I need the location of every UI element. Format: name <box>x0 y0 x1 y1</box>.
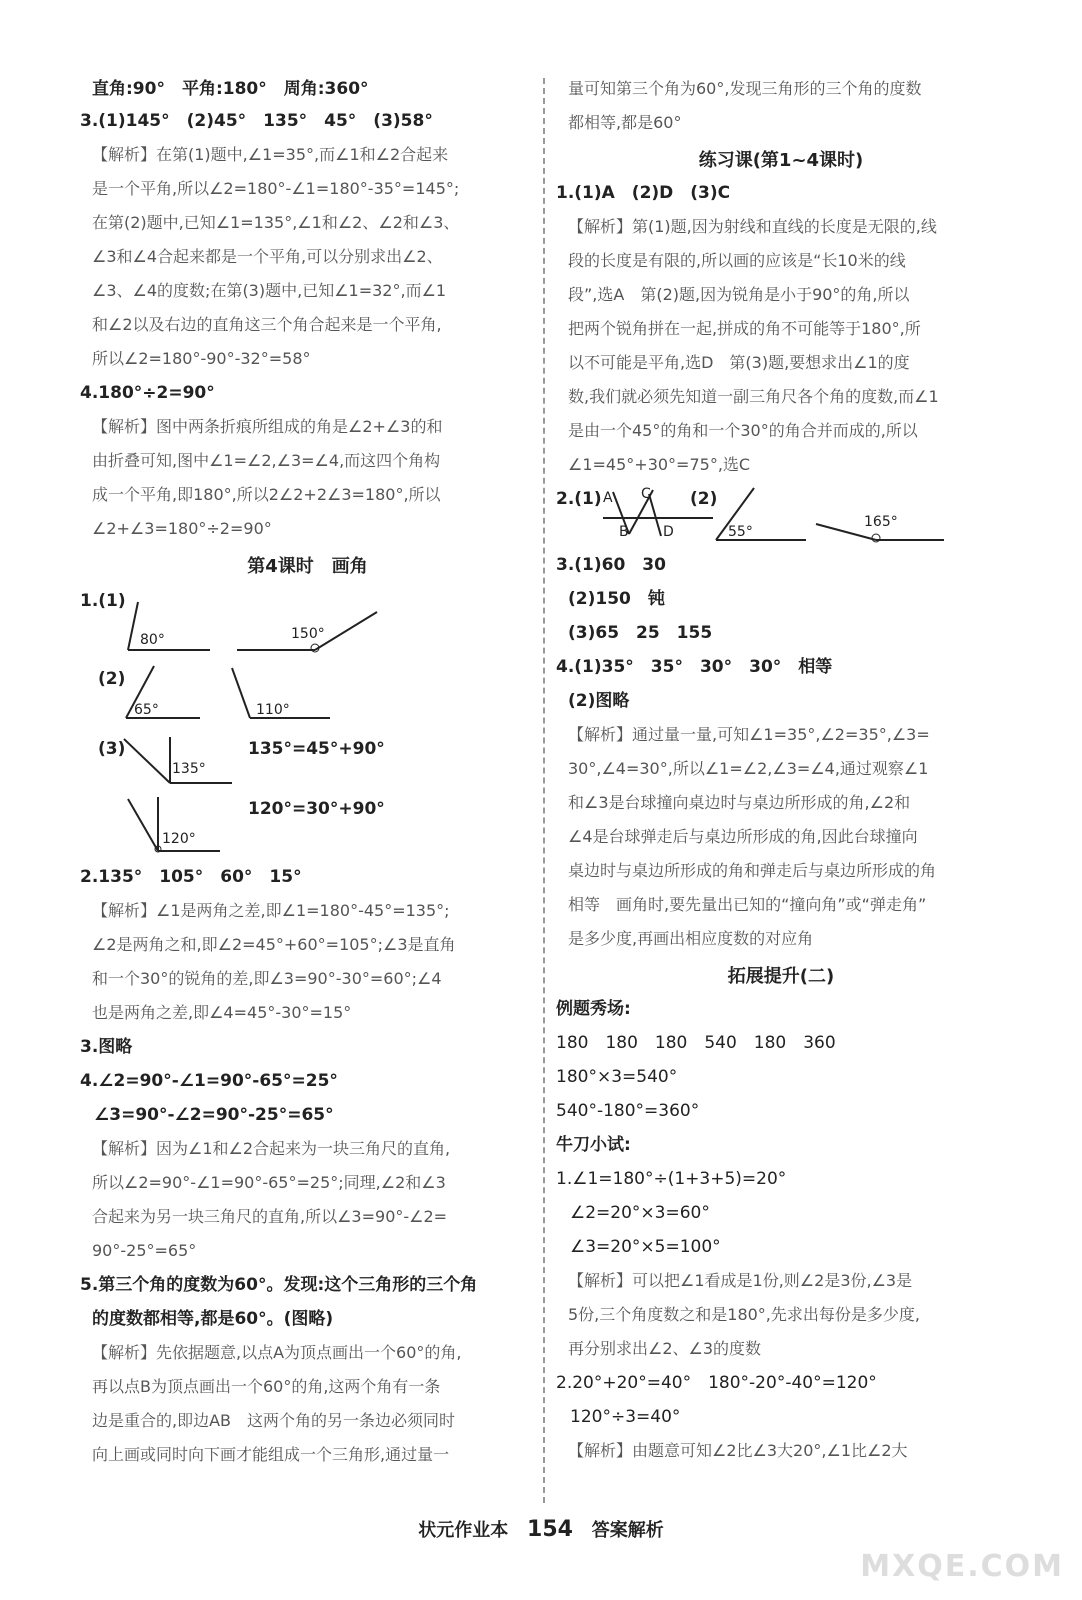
equation: 120°=30°+90° <box>248 799 385 819</box>
angle-label: 165° <box>864 514 898 530</box>
q3-line3: (3)65 25 155 <box>568 623 713 643</box>
angle-label: 150° <box>291 626 325 642</box>
explanation-line: 90°-25°=65° <box>92 1241 197 1260</box>
angle-label: 135° <box>172 761 206 777</box>
point-label: A <box>603 490 613 506</box>
explanation-line: 数,我们就必须先知道一副三角尺各个角的度数,而∠1 <box>568 387 939 406</box>
explanation-line: 【解析】可以把∠1看成是1份,则∠2是3份,∠3是 <box>568 1271 913 1290</box>
explanation-line: 和一个30°的锐角的差,即∠3=90°-30°=60°;∠4 <box>92 969 442 988</box>
p3-label: (3) <box>98 739 126 759</box>
q4b-line1: 4.∠2=90°-∠1=90°-65°=25° <box>80 1071 338 1091</box>
explanation-line: 所以∠2=180°-90°-32°=58° <box>92 349 311 368</box>
example-line: 180 180 180 540 180 360 <box>556 1033 836 1053</box>
explanation-line: 【解析】∠1是两角之差,即∠1=180°-45°=135°; <box>92 901 450 920</box>
lesson4-title: 第4课时 画角 <box>247 556 368 577</box>
explanation-line: 以不可能是平角,选D 第(3)题,要想求出∠1的度 <box>568 353 910 372</box>
practice-title: 练习课(第1~4课时) <box>698 150 864 171</box>
watermark: MXQE.COM <box>860 1549 1064 1584</box>
q2-answer: 2.135° 105° 60° 15° <box>80 867 302 887</box>
explanation-line: 桌边时与桌边所形成的角和弹走后与桌边所形成的角 <box>568 861 937 880</box>
angle-135-figure <box>120 735 240 787</box>
angle-definitions: 直角:90° 平角:180° 周角:360° <box>92 79 369 99</box>
p2-label: (2) <box>98 669 126 689</box>
explanation-line: ∠4是台球弹走后与桌边所形成的角,因此台球撞向 <box>568 827 918 846</box>
explanation-line: 也是两角之差,即∠4=45°-30°=15° <box>92 1003 352 1022</box>
q2-label: 2.(1) <box>556 489 602 509</box>
explanation-line: 是多少度,再画出相应度数的对应角 <box>568 929 814 948</box>
explanation-line: 【解析】第(1)题,因为射线和直线的长度是无限的,线 <box>568 217 937 236</box>
trial-line: ∠3=20°×5=100° <box>570 1237 721 1257</box>
explanation-line: 向上画或同时向下画才能组成一个三角形,通过量一 <box>92 1445 450 1464</box>
explanation-line: 在第(2)题中,已知∠1=135°,∠1和∠2、∠2和∠3、 <box>92 213 460 232</box>
explanation-line: 5份,三个角度数之和是180°,先求出每份是多少度, <box>568 1305 920 1324</box>
explanation-line: 【解析】图中两条折痕所组成的角是∠2+∠3的和 <box>92 417 443 436</box>
explanation-line: 成一个平角,即180°,所以2∠2+2∠3=180°,所以 <box>92 485 441 504</box>
example-line: 540°-180°=360° <box>556 1101 700 1121</box>
explanation-line: 30°,∠4=30°,所以∠1=∠2,∠3=∠4,通过观察∠1 <box>568 759 929 778</box>
explanation-line: 是由一个45°的角和一个30°的角合并而成的,所以 <box>568 421 918 440</box>
trial-line: 120°÷3=40° <box>570 1407 681 1427</box>
q1-answer: 1.(1)A (2)D (3)C <box>556 183 731 203</box>
explanation-line: 合起来为另一块三角尺的直角,所以∠3=90°-∠2= <box>92 1207 448 1226</box>
point-label: D <box>663 524 674 540</box>
angle-165-figure <box>814 506 949 546</box>
section-name: 答案解析 <box>591 1520 664 1541</box>
explanation-line: 段”,选A 第(2)题,因为锐角是小于90°的角,所以 <box>568 285 910 304</box>
explanation-line: 再以点B为顶点画出一个60°的角,这两个角有一条 <box>92 1377 441 1396</box>
equation: 135°=45°+90° <box>248 739 385 759</box>
q5-line1: 5.第三个角的度数为60°。发现:这个三角形的三个角 <box>80 1275 478 1295</box>
q3-answer: 3.(1)145° (2)45° 135° 45° (3)58° <box>80 111 433 131</box>
angle-label: 120° <box>162 831 196 847</box>
q4-line2: (2)图略 <box>568 691 630 711</box>
explanation-line: 段的长度是有限的,所以画的应该是“长10米的线 <box>568 251 906 270</box>
angle-150-figure <box>235 600 385 654</box>
explanation-line: 【解析】因为∠1和∠2合起来为一块三角尺的直角, <box>92 1139 451 1158</box>
q4b-line2: ∠3=90°-∠2=90°-25°=65° <box>94 1105 334 1125</box>
angle-label: 55° <box>728 524 753 540</box>
angle-65-figure <box>120 662 240 722</box>
explanation-line: 【解析】先依据题意,以点A为顶点画出一个60°的角, <box>92 1343 462 1362</box>
explanation-line: ∠3和∠4合起来都是一个平角,可以分别求出∠2、 <box>92 247 443 266</box>
angle-label: 110° <box>256 702 290 718</box>
example-heading: 例题秀场: <box>556 999 631 1019</box>
explanation-line: ∠2+∠3=180°÷2=90° <box>92 519 272 538</box>
page-footer <box>0 1516 1082 1542</box>
q3b-answer: 3.图略 <box>80 1037 133 1057</box>
trial-line: 1.∠1=180°÷(1+3+5)=20° <box>556 1169 787 1189</box>
point-label: B <box>619 524 629 540</box>
explanation-line: 【解析】由题意可知∠2比∠3大20°,∠1比∠2大 <box>568 1441 908 1460</box>
example-line: 180°×3=540° <box>556 1067 678 1087</box>
explanation-line: 量可知第三个角为60°,发现三角形的三个角的度数 <box>568 79 922 98</box>
explanation-line: 和∠3是台球撞向桌边时与桌边所形成的角,∠2和 <box>568 793 911 812</box>
trial-heading: 牛刀小试: <box>556 1135 631 1155</box>
q4-line1: 4.(1)35° 35° 30° 30° 相等 <box>556 657 833 677</box>
brand-name: 状元作业本 <box>418 1520 509 1541</box>
q3-line2: (2)150 钝 <box>568 589 665 609</box>
angle-label: 80° <box>140 632 165 648</box>
point-label: C <box>641 486 651 502</box>
p1-label: 1.(1) <box>80 591 126 611</box>
explanation-line: ∠1=45°+30°=75°,选C <box>568 455 751 474</box>
explanation-line: 【解析】在第(1)题中,∠1=35°,而∠1和∠2合起来 <box>92 145 449 164</box>
explanation-line: ∠3、∠4的度数;在第(3)题中,已知∠1=32°,而∠1 <box>92 281 447 300</box>
explanation-line: 和∠2以及右边的直角这三个角合起来是一个平角, <box>92 315 442 334</box>
trial-line: 2.20°+20°=40° 180°-20°-40°=120° <box>556 1373 877 1393</box>
explanation-line: 所以∠2=90°-∠1=90°-65°=25°;同理,∠2和∠3 <box>92 1173 446 1192</box>
explanation-line: 相等 画角时,要先量出已知的“撞向角”或“弹走角” <box>568 895 927 914</box>
explanation-line: 再分别求出∠2、∠3的度数 <box>568 1339 762 1358</box>
q4-answer: 4.180°÷2=90° <box>80 383 215 403</box>
q2-part2-label: (2) <box>690 489 718 509</box>
q3-line1: 3.(1)60 30 <box>556 555 666 575</box>
angle-120-figure <box>120 795 240 855</box>
angle-55-figure <box>706 484 816 544</box>
explanation-line: 把两个锐角拼在一起,拼成的角不可能等于180°,所 <box>568 319 921 338</box>
column-divider <box>543 78 545 1503</box>
explanation-line: 都相等,都是60° <box>568 113 682 132</box>
angle-110-figure <box>230 662 360 722</box>
extension-title: 拓展提升(二) <box>727 966 835 987</box>
explanation-line: 是一个平角,所以∠2=180°-∠1=180°-35°=145°; <box>92 179 460 198</box>
explanation-line: 边是重合的,即边AB 这两个角的另一条边必须同时 <box>92 1411 456 1430</box>
angle-label: 65° <box>134 702 159 718</box>
explanation-line: ∠2是两角之和,即∠2=45°+60°=105°;∠3是直角 <box>92 935 456 954</box>
page-number: 154 <box>527 1517 573 1542</box>
explanation-line: 【解析】通过量一量,可知∠1=35°,∠2=35°,∠3= <box>568 725 930 744</box>
q5-line2: 的度数都相等,都是60°。(图略) <box>92 1309 334 1329</box>
trial-line: ∠2=20°×3=60° <box>570 1203 710 1223</box>
explanation-line: 由折叠可知,图中∠1=∠2,∠3=∠4,而这四个角构 <box>92 451 441 470</box>
